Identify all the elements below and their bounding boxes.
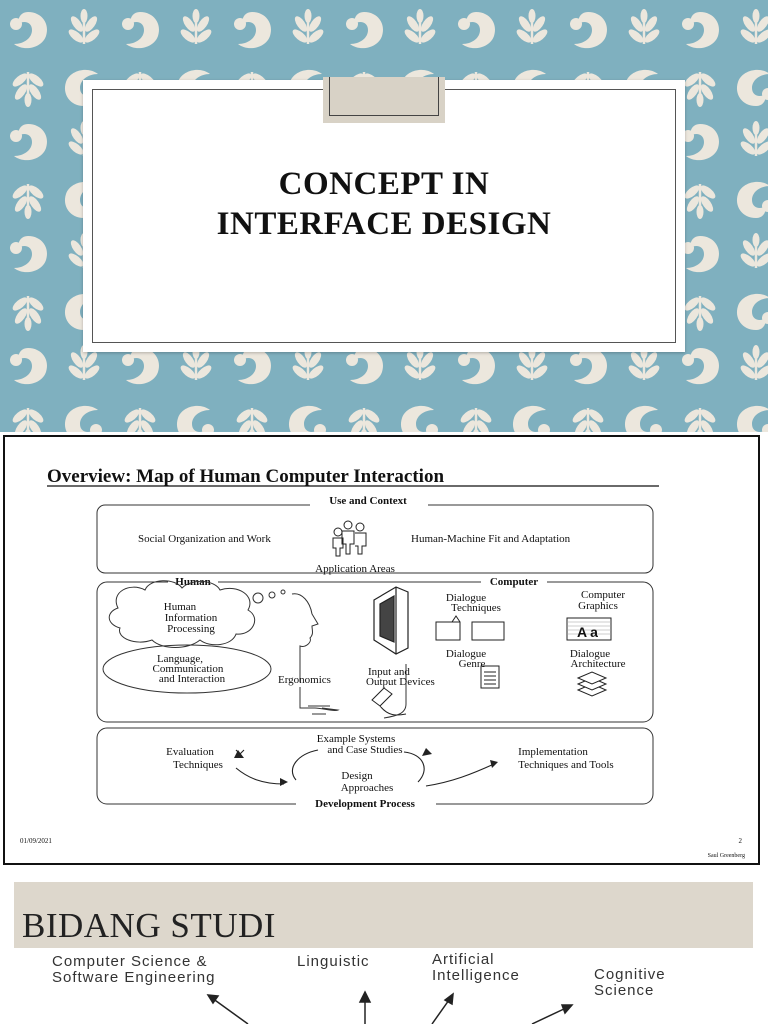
de-line-2: Approaches [340, 782, 394, 794]
da-line-1: Dialogue [569, 648, 611, 660]
dt-line-2: Techniques [451, 602, 501, 614]
io-line-2: Output Devices [366, 676, 435, 688]
bidang-studi-title: BIDANG STUDI [22, 906, 276, 945]
hci-map-slide [0, 432, 768, 870]
ex-line-2: and Case Studies [327, 744, 403, 756]
fit-adaptation-label: Human-Machine Fit and Adaptation [411, 533, 571, 545]
im-line-1: Implementation [518, 746, 588, 758]
field-ling-line-1: Linguistic [297, 953, 370, 970]
slide-title-line-2: INTERFACE DESIGN [216, 206, 552, 242]
diagram-heading: Overview: Map of Human Computer Interaction [47, 466, 445, 487]
title-slide [0, 0, 768, 432]
monitor-icon [374, 587, 408, 654]
field-arrows [0, 870, 768, 1024]
hip-line-3: Processing [167, 623, 215, 635]
hip-line-1: Human [163, 601, 197, 613]
hip-line-2: Information [164, 612, 218, 624]
title-card [83, 80, 685, 352]
field-cs-line-1: Computer Science & [52, 953, 208, 970]
cg-line-1: Computer [581, 589, 625, 601]
dt-line-1: Dialogue [445, 592, 487, 604]
dev-process-label: Development Process [315, 798, 415, 810]
title-tab-decoration [323, 77, 445, 123]
dg-line-1: Dialogue [445, 648, 487, 660]
people-icon [333, 521, 366, 556]
dg-line-2: Genre [458, 658, 486, 670]
title-tab-inner [329, 77, 439, 116]
pointing-hand-icon [300, 687, 338, 711]
window-icons [436, 616, 504, 640]
slide-author: Saul Greenberg [707, 853, 745, 859]
da-line-2: Architecture [570, 658, 626, 670]
use-context-label: Use and Context [329, 495, 407, 507]
field-cog-line-1: Cognitive [594, 966, 666, 983]
ev-line-1: Evaluation [166, 746, 214, 758]
mouse-icon [372, 688, 406, 715]
social-organization-label: Social Organization and Work [138, 533, 271, 545]
slide-title [83, 164, 685, 244]
lang-line-2: Communication [152, 663, 224, 675]
slide-title-line-1: CONCEPT IN [278, 166, 490, 202]
lang-line-3: and Interaction [158, 673, 226, 685]
cg-line-2: Graphics [578, 600, 618, 612]
application-areas-label: Application Areas [315, 563, 395, 575]
layers-icon [578, 672, 606, 696]
aa-glyph: Aa [577, 624, 601, 640]
de-line-1: Design [341, 770, 373, 782]
lang-line-1: Language, [156, 653, 204, 665]
ev-line-2: Techniques [173, 759, 223, 771]
field-ai-line-2: Intelligence [432, 967, 520, 984]
hci-map-diagram [0, 432, 768, 870]
io-line-1: Input and [368, 666, 410, 678]
field-ai-line-1: Artificial [432, 951, 495, 968]
im-line-2: Techniques and Tools [518, 759, 614, 771]
field-cs-line-2: Software Engineering [52, 969, 216, 986]
head-profile-icon [292, 594, 318, 658]
ex-line-1: Example Systems [316, 733, 396, 745]
computer-label: Computer [489, 576, 539, 588]
field-cog-line-2: Science [594, 982, 655, 999]
slide-date: 01/09/2021 [20, 837, 52, 845]
slide-page-number: 2 [738, 837, 742, 845]
human-label: Human [175, 576, 211, 588]
ergonomics-label: Ergonomics [278, 674, 331, 686]
bidang-studi-slide [0, 870, 768, 1024]
